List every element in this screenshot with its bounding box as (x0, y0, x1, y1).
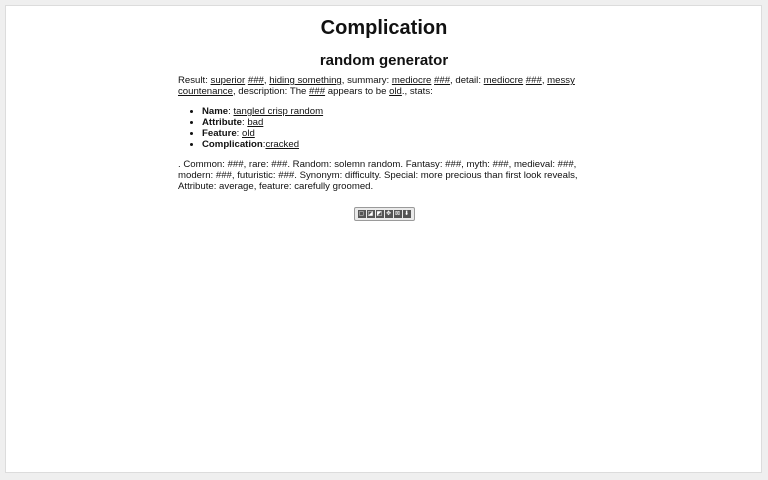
page-title: Complication (320, 17, 448, 39)
square-icon: ▢ (358, 210, 365, 217)
stat-complication (202, 139, 580, 150)
trait-link[interactable]: hiding something (269, 75, 342, 86)
stat-value-link[interactable]: bad (247, 117, 264, 128)
separator: , (541, 75, 548, 86)
download-icon: ⬇ (403, 210, 410, 217)
summary-label: , summary: (341, 75, 392, 86)
summary-link[interactable]: mediocre (391, 75, 432, 86)
stat-label: Attribute (202, 117, 242, 128)
edit-icon: ◩ (376, 210, 383, 217)
result-label: Result: (178, 75, 211, 86)
detail-link[interactable]: mediocre (483, 75, 524, 86)
quality-hash-link[interactable]: ### (247, 75, 264, 86)
stat-label: Complication (202, 139, 263, 150)
result-paragraph (178, 75, 580, 97)
stat-feature (202, 128, 580, 139)
separator: , (263, 75, 270, 86)
page-subtitle: random generator (319, 52, 449, 69)
stat-value-link[interactable]: cracked (265, 139, 300, 150)
toolbar (0, 202, 768, 221)
stat-name (202, 106, 580, 117)
appears-value-link[interactable]: old (389, 86, 402, 97)
details-paragraph: . Common: ###, rare: ###. Random: solemn random. Fantasy: ###, myth: ###, medieval: ###, modern: ###, futuristic: ###. Synonym: difficulty. Special: more precious than first look reveals, Attribute: average, feature: carefully groomed. (178, 159, 578, 192)
stat-value-link[interactable]: old (242, 128, 255, 139)
quality-link[interactable]: superior (210, 75, 246, 86)
detail-label: , detail: (450, 75, 484, 86)
stats-label: ., stats: (401, 86, 433, 97)
result-content (178, 75, 580, 192)
stat-label: Name (202, 106, 229, 117)
stat-attribute (202, 117, 580, 128)
close-icon: ⊠ (394, 210, 401, 217)
stat-separator: : (236, 128, 242, 139)
detail-hash-link[interactable]: ### (525, 75, 542, 86)
stat-label: Feature (202, 128, 237, 139)
stat-separator: : (262, 139, 266, 150)
look-link[interactable]: messy countenance (178, 75, 575, 97)
description-hash-link[interactable]: ### (309, 86, 326, 97)
summary-hash-link[interactable]: ### (434, 75, 451, 86)
description-label: , description: The (232, 86, 310, 97)
move-icon: ✥ (385, 210, 392, 217)
copy-icon: ◪ (367, 210, 374, 217)
share-icons-button[interactable] (354, 207, 415, 221)
stat-separator: : (228, 106, 234, 117)
stat-value-link[interactable]: tangled crisp random (233, 106, 324, 117)
stats-list (178, 106, 580, 150)
appears-text: appears to be (325, 86, 390, 97)
stat-separator: : (241, 117, 248, 128)
